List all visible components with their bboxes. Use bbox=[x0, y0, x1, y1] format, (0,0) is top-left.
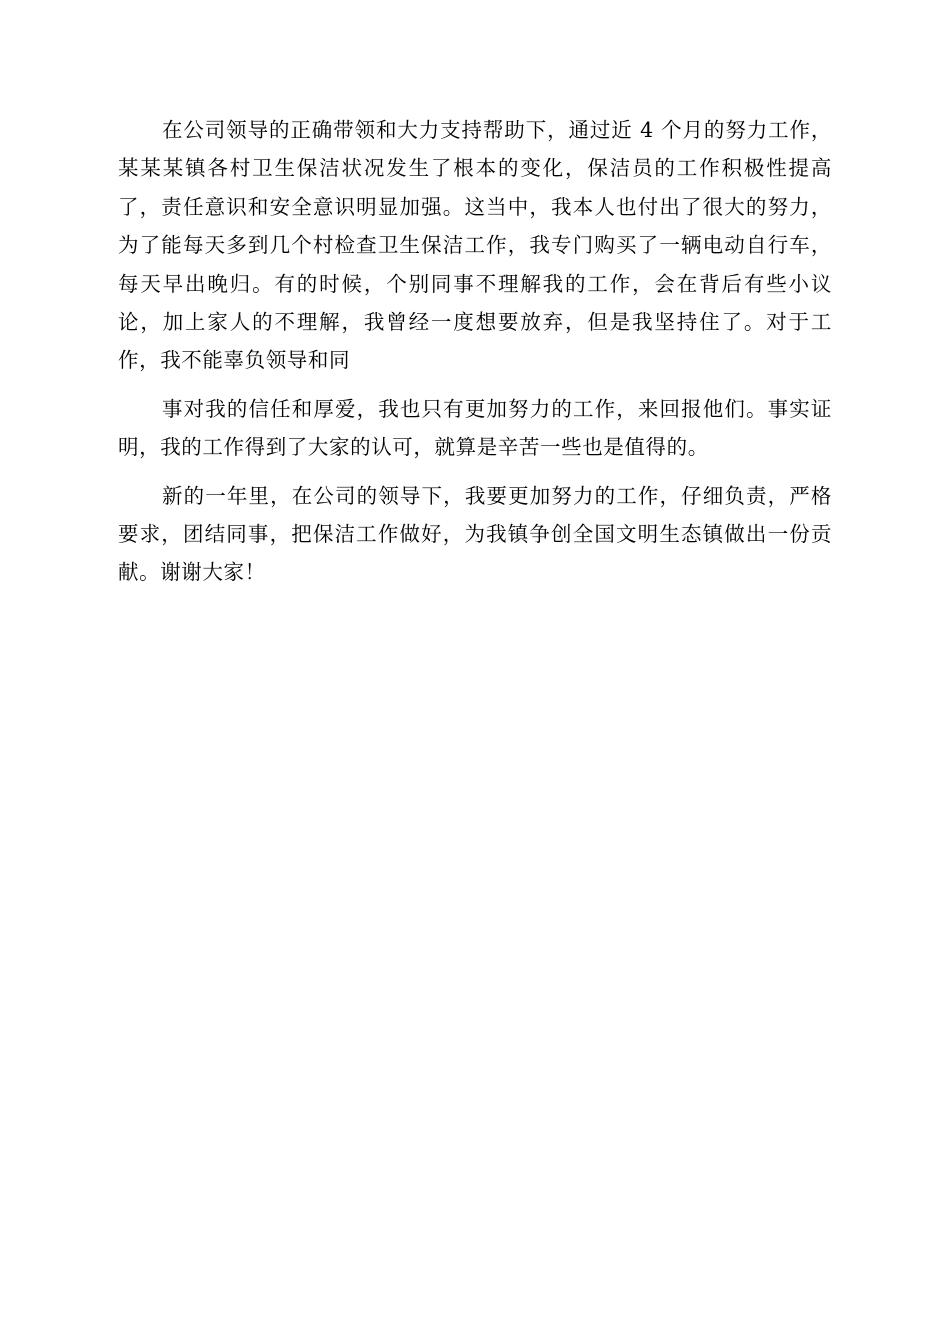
document-body bbox=[118, 111, 832, 592]
paragraph-1: 在公司领导的正确带领和大力支持帮助下，通过近 4 个月的努力工作，某某某镇各村卫生保洁状况发生了根本的变化，保洁员的工作积极性提高了，责任意识和安全意识明显加强。这当中，我本人也付出了很大的努力，为了能每天多到几个村检查卫生保洁工作，我专门购买了一辆电动自行车，每天早出晚归。有的时候，个别同事不理解我的工作，会在背后有些小议论，加上家人的不理解，我曾经一度想要放弃，但是我坚持住了。对于工作，我不能辜负领导和同 bbox=[118, 118, 832, 373]
paragraph-2: 事对我的信任和厚爱，我也只有更加努力的工作，来回报他们。事实证明，我的工作得到了大家的认可，就算是辛苦一些也是值得的。 bbox=[118, 396, 832, 460]
paragraph-3: 新的一年里，在公司的领导下，我要更加努力的工作，仔细负责，严格要求，团结同事，把保洁工作做好，为我镇争创全国文明生态镇做出一份贡献。谢谢大家！ bbox=[118, 483, 832, 585]
